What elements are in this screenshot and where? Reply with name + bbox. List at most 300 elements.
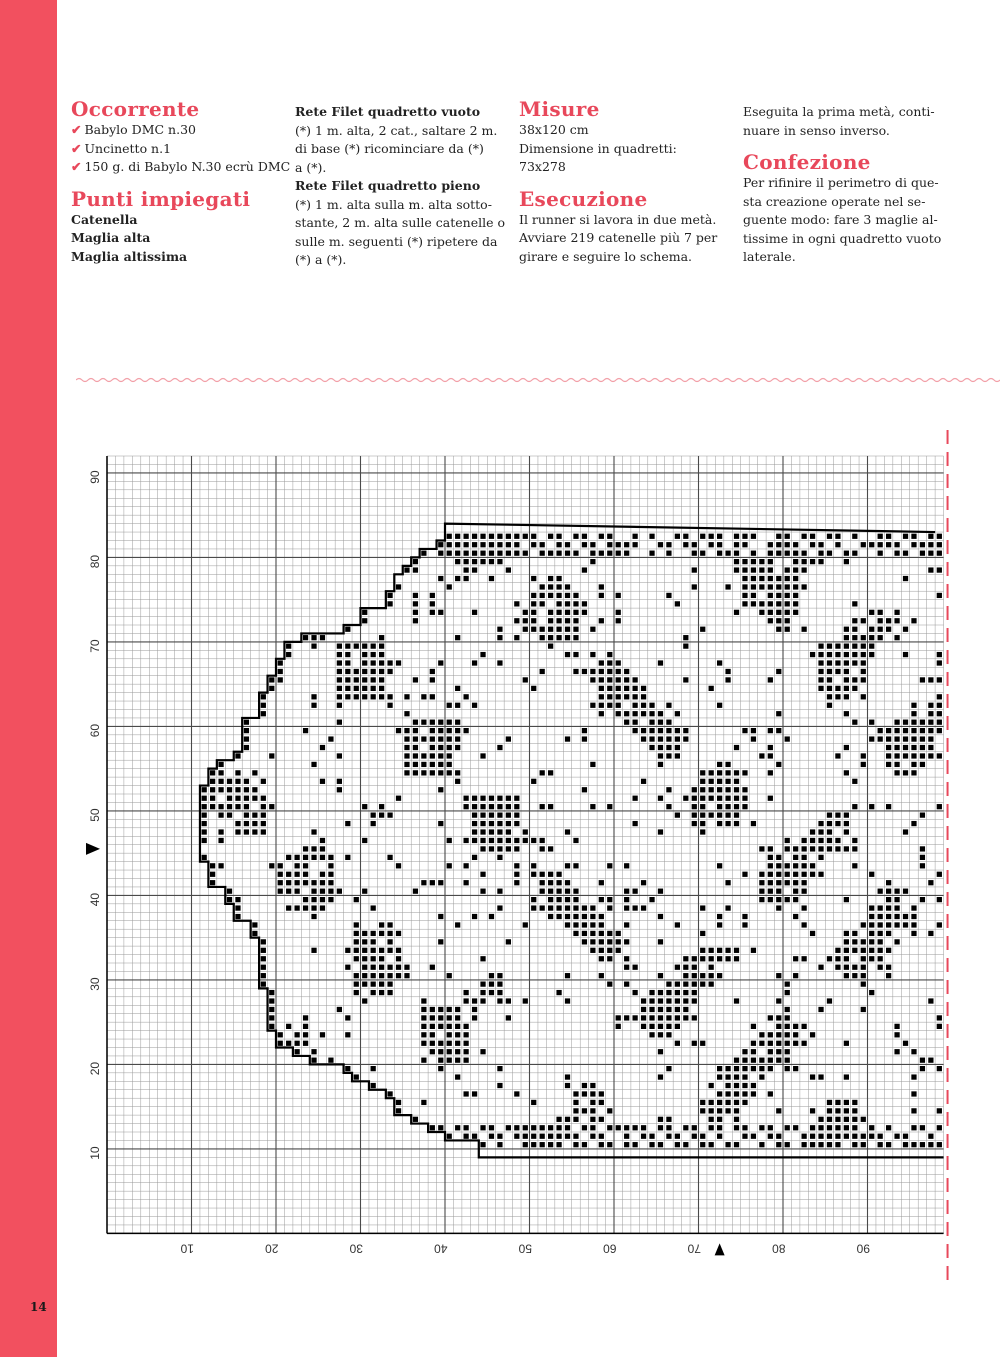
filled-square [455, 1024, 460, 1029]
filled-square [861, 762, 866, 767]
filled-square [295, 880, 300, 885]
filled-square [506, 846, 511, 851]
filled-square [861, 922, 866, 927]
filled-square [235, 897, 240, 902]
filled-square [692, 965, 697, 970]
filled-square [793, 889, 798, 894]
filled-square [844, 956, 849, 961]
filled-square [903, 1041, 908, 1046]
filled-square [489, 813, 494, 818]
filled-square [599, 686, 604, 691]
filled-square [472, 1091, 477, 1096]
filled-square [802, 863, 807, 868]
filled-square [421, 1007, 426, 1012]
filled-square [768, 1091, 773, 1096]
filled-square [565, 863, 570, 868]
filled-square [827, 703, 832, 708]
filled-square [861, 660, 866, 665]
filled-square [311, 762, 316, 767]
filled-square [303, 855, 308, 860]
filled-square [835, 813, 840, 818]
filled-square [311, 703, 316, 708]
filled-square [379, 965, 384, 970]
filled-square [683, 1007, 688, 1012]
filled-square [582, 922, 587, 927]
filled-square [751, 948, 756, 953]
filled-square [480, 872, 485, 877]
filled-square [700, 770, 705, 775]
filled-square [937, 711, 942, 716]
filled-square [590, 948, 595, 953]
filled-square [227, 787, 232, 792]
filled-square [666, 1015, 671, 1020]
filled-square [497, 889, 502, 894]
filled-square [514, 821, 519, 826]
filled-square [202, 796, 207, 801]
filled-square [802, 559, 807, 564]
filled-square [514, 601, 519, 606]
filled-square [565, 652, 570, 657]
filled-square [658, 990, 663, 995]
filled-square [438, 720, 443, 725]
filled-square [616, 669, 621, 674]
filled-square [894, 610, 899, 615]
filled-square [379, 652, 384, 657]
filled-square [844, 1117, 849, 1122]
filled-square [311, 855, 316, 860]
filled-square [590, 703, 595, 708]
filled-square [218, 787, 223, 792]
filled-square [861, 677, 866, 682]
filled-square [785, 872, 790, 877]
filled-square [531, 542, 536, 547]
filled-square [320, 846, 325, 851]
filled-square [607, 931, 612, 936]
filled-square [607, 669, 612, 674]
filled-square [911, 1108, 916, 1113]
filled-square [480, 990, 485, 995]
filled-square [497, 982, 502, 987]
filled-square [624, 889, 629, 894]
filled-square [759, 753, 764, 758]
filled-square [472, 914, 477, 919]
filled-square [742, 728, 747, 733]
filled-square [742, 1083, 747, 1088]
filled-square [835, 1100, 840, 1105]
filled-square [464, 990, 469, 995]
filled-square [531, 1142, 536, 1147]
filled-square [802, 889, 807, 894]
filled-square [438, 728, 443, 733]
filled-square [869, 990, 874, 995]
filled-square [717, 1134, 722, 1139]
filled-square [489, 990, 494, 995]
filled-square [311, 914, 316, 919]
filled-square [582, 728, 587, 733]
filled-square [886, 627, 891, 632]
filled-square [768, 745, 773, 750]
filled-square [286, 880, 291, 885]
filled-square [937, 542, 942, 547]
filled-square [802, 880, 807, 885]
filled-square [717, 804, 722, 809]
filled-square [700, 905, 705, 910]
filled-square [793, 1041, 798, 1046]
filled-square [776, 1142, 781, 1147]
filled-square [616, 660, 621, 665]
filled-square [692, 542, 697, 547]
filled-square [827, 677, 832, 682]
filled-square [835, 1125, 840, 1130]
filled-square [607, 534, 612, 539]
filled-square [506, 736, 511, 741]
filled-square [869, 644, 874, 649]
filled-square [404, 745, 409, 750]
filled-square [776, 728, 781, 733]
filled-square [540, 804, 545, 809]
filled-square [531, 593, 536, 598]
filled-square [734, 804, 739, 809]
filled-square [354, 694, 359, 699]
filled-square [937, 694, 942, 699]
filled-square [633, 703, 638, 708]
filled-square [700, 948, 705, 953]
filled-square [894, 1024, 899, 1029]
filled-square [320, 889, 325, 894]
filled-square [455, 1015, 460, 1020]
filled-square [734, 1108, 739, 1113]
filled-square [286, 872, 291, 877]
filled-square [573, 889, 578, 894]
filled-square [928, 711, 933, 716]
filled-square [252, 922, 257, 927]
filled-square [295, 863, 300, 868]
filled-square [717, 534, 722, 539]
filled-square [886, 905, 891, 910]
filled-square [700, 787, 705, 792]
filled-square [827, 669, 832, 674]
filled-square [937, 1142, 942, 1147]
filled-square [599, 1091, 604, 1096]
filled-square [725, 956, 730, 961]
filled-square [371, 905, 376, 910]
filled-square [852, 635, 857, 640]
filled-square [464, 1134, 469, 1139]
filled-square [776, 872, 781, 877]
filled-square [641, 711, 646, 716]
filled-square [886, 1142, 891, 1147]
filled-square [633, 686, 638, 691]
filled-square [827, 652, 832, 657]
filled-square [937, 677, 942, 682]
filled-square [480, 542, 485, 547]
filled-square [404, 567, 409, 572]
filled-square [599, 584, 604, 589]
filled-square [480, 1125, 485, 1130]
filled-square [658, 660, 663, 665]
filled-square [675, 736, 680, 741]
filled-square [447, 1024, 452, 1029]
filled-square [278, 677, 283, 682]
filled-square [387, 601, 392, 606]
filled-square [565, 973, 570, 978]
filled-square [404, 973, 409, 978]
filled-square [835, 1108, 840, 1113]
filled-square [920, 1058, 925, 1063]
filled-square [903, 736, 908, 741]
filled-square [903, 1142, 908, 1147]
filled-square [565, 542, 570, 547]
filled-square [666, 787, 671, 792]
filled-square [345, 821, 350, 826]
filled-square [785, 576, 790, 581]
filled-square [421, 736, 426, 741]
filled-square [725, 1100, 730, 1105]
filled-square [928, 677, 933, 682]
filled-square [776, 1024, 781, 1029]
filled-square [666, 542, 671, 547]
filled-square [565, 618, 570, 623]
filled-square [878, 1134, 883, 1139]
filled-square [844, 939, 849, 944]
filled-square [218, 829, 223, 834]
filled-square [235, 914, 240, 919]
filled-square [523, 677, 528, 682]
filled-square [464, 1058, 469, 1063]
filled-square [413, 736, 418, 741]
filled-square [903, 753, 908, 758]
filled-square [641, 1007, 646, 1012]
filled-square [633, 677, 638, 682]
filled-square [878, 889, 883, 894]
filled-square [852, 618, 857, 623]
filled-square [540, 593, 545, 598]
filled-square [218, 779, 223, 784]
filled-square [649, 1007, 654, 1012]
filled-square [590, 542, 595, 547]
filled-square [472, 542, 477, 547]
filled-square [556, 618, 561, 623]
filled-square [692, 813, 697, 818]
filled-square [700, 813, 705, 818]
filled-square [928, 567, 933, 572]
filled-square [717, 542, 722, 547]
filled-square [675, 998, 680, 1003]
filled-square [725, 796, 730, 801]
filled-square [556, 872, 561, 877]
filled-square [776, 855, 781, 860]
filled-square [202, 855, 207, 860]
filled-square [548, 593, 553, 598]
filled-square [785, 863, 790, 868]
filled-square [464, 728, 469, 733]
filled-square [354, 669, 359, 674]
filled-square [438, 821, 443, 826]
filled-square [337, 889, 342, 894]
filled-square [337, 686, 342, 691]
filled-square [379, 982, 384, 987]
filled-square [768, 584, 773, 589]
filled-square [252, 931, 257, 936]
filled-square [514, 1134, 519, 1139]
filled-square [776, 1032, 781, 1037]
filled-square [633, 1125, 638, 1130]
filled-square [835, 1134, 840, 1139]
filled-square [852, 1117, 857, 1122]
filled-square [556, 1117, 561, 1122]
filled-square [607, 804, 612, 809]
filled-square [666, 982, 671, 987]
filled-square [633, 720, 638, 725]
filled-square [565, 1074, 570, 1079]
filled-square [759, 1066, 764, 1071]
filled-square [869, 542, 874, 547]
filled-square [337, 753, 342, 758]
filled-square [354, 1074, 359, 1079]
filled-square [700, 829, 705, 834]
filled-square [894, 618, 899, 623]
filled-square [725, 804, 730, 809]
filled-square [447, 1041, 452, 1046]
filled-square [742, 1100, 747, 1105]
filled-square [751, 736, 756, 741]
filled-square [337, 677, 342, 682]
filled-square [455, 922, 460, 927]
filled-square [371, 677, 376, 682]
filled-square [540, 1125, 545, 1130]
filled-square [776, 584, 781, 589]
filled-square [844, 644, 849, 649]
filled-square [497, 635, 502, 640]
filled-square [802, 1041, 807, 1046]
filled-square [717, 863, 722, 868]
filled-square [480, 1049, 485, 1054]
text-line: 38x120 cm [519, 122, 589, 137]
filled-square [802, 627, 807, 632]
filled-square [556, 990, 561, 995]
filled-square [624, 711, 629, 716]
filled-square [599, 914, 604, 919]
filled-square [573, 1134, 578, 1139]
filled-square [286, 1024, 291, 1029]
filled-square [311, 829, 316, 834]
filled-square [218, 770, 223, 775]
filled-square [802, 584, 807, 589]
filled-square [413, 677, 418, 682]
filled-square [920, 745, 925, 750]
filled-square [844, 813, 849, 818]
filled-square [202, 821, 207, 826]
filled-square [565, 1117, 570, 1122]
filled-square [286, 855, 291, 860]
filled-square [937, 1015, 942, 1020]
filled-square [717, 1100, 722, 1105]
filled-square [531, 534, 536, 539]
filled-square [869, 948, 874, 953]
filled-square [480, 838, 485, 843]
filled-square [227, 813, 232, 818]
filled-square [472, 559, 477, 564]
filled-square [725, 762, 730, 767]
filled-square [742, 804, 747, 809]
filled-square [523, 838, 528, 843]
filled-square [768, 542, 773, 547]
filled-square [455, 736, 460, 741]
filled-square [565, 736, 570, 741]
filled-square [278, 889, 283, 894]
filled-square [497, 534, 502, 539]
filled-square [540, 1134, 545, 1139]
filled-square [886, 914, 891, 919]
filled-square [827, 846, 832, 851]
filled-square [742, 534, 747, 539]
filled-square [928, 1134, 933, 1139]
filled-square [455, 770, 460, 775]
filled-square [413, 618, 418, 623]
filled-square [362, 939, 367, 944]
filled-square [666, 990, 671, 995]
esecuzione-heading: Esecuzione [519, 186, 648, 211]
filled-square [413, 1117, 418, 1122]
filled-square [869, 905, 874, 910]
filled-square [692, 1134, 697, 1139]
filled-square [903, 652, 908, 657]
filled-square [235, 804, 240, 809]
filled-square [683, 973, 688, 978]
filled-square [920, 542, 925, 547]
filled-square [371, 652, 376, 657]
filled-square [675, 1024, 680, 1029]
filled-square [523, 534, 528, 539]
filled-square [751, 559, 756, 564]
filled-square [776, 1015, 781, 1020]
filled-square [523, 1125, 528, 1130]
filled-square [430, 677, 435, 682]
filled-square [447, 770, 452, 775]
filled-square [438, 914, 443, 919]
filled-square [455, 542, 460, 547]
filled-square [776, 863, 781, 868]
filled-square [362, 889, 367, 894]
filled-square [387, 931, 392, 936]
filled-square [599, 956, 604, 961]
filled-square [337, 660, 342, 665]
filled-square [472, 838, 477, 843]
filled-square [455, 635, 460, 640]
filled-square [573, 1117, 578, 1122]
filled-square [447, 1049, 452, 1054]
filled-square [599, 551, 604, 556]
filled-square [556, 542, 561, 547]
filled-square [599, 1100, 604, 1105]
filled-square [894, 762, 899, 767]
filled-square [700, 534, 705, 539]
filled-square [683, 982, 688, 987]
filled-square [675, 601, 680, 606]
filled-square [810, 559, 815, 564]
filled-square [869, 956, 874, 961]
filled-square [540, 872, 545, 877]
filled-square [835, 753, 840, 758]
filled-square [768, 855, 773, 860]
filled-square [920, 1125, 925, 1130]
filled-square [624, 669, 629, 674]
center-arrow-icon [86, 843, 100, 855]
filled-square [937, 593, 942, 598]
filled-square [438, 787, 443, 792]
filled-square [599, 703, 604, 708]
list-item: ✔ 150 g. di Babylo N.30 ecrù DMC [71, 159, 291, 174]
